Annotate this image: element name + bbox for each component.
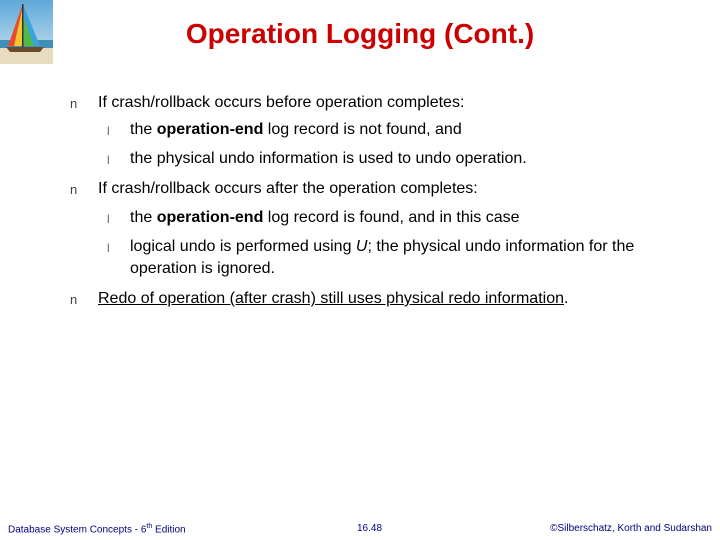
bullet-text: If crash/rollback occurs after the operation completes: xyxy=(98,180,478,197)
sub-bullet-text: the physical undo information is used to undo operation. xyxy=(130,150,527,167)
sub-bullet-marker: l xyxy=(107,124,110,138)
bullet-text: If crash/rollback occurs before operation completes: xyxy=(98,94,465,111)
sub-bullet-text: the operation-end log record is not found, and xyxy=(130,121,462,138)
slide-title: Operation Logging (Cont.) xyxy=(185,18,535,49)
sub-bullet-marker: l xyxy=(107,212,110,226)
footer-copyright: ©Silberschatz, Korth and Sudarshan xyxy=(550,523,712,534)
sub-bullet-text: logical undo is performed using U; the physical undo information for the operation is ignored. xyxy=(130,238,635,277)
sub-bullet-marker: l xyxy=(107,153,110,167)
bullet-marker: n xyxy=(70,182,78,197)
footer-book-title: Database System Concepts - 6th Edition xyxy=(8,523,186,536)
bullet-text: Redo of operation (after crash) still uses physical redo information. xyxy=(98,290,569,307)
bullet-marker: n xyxy=(70,96,78,111)
keyword-operation-end: operation-end xyxy=(156,121,264,138)
bullet-marker: n xyxy=(70,292,78,307)
variable-u: U xyxy=(355,238,368,255)
footer-page-number: 16.48 xyxy=(357,523,383,534)
sub-bullet-text: the operation-end log record is found, and in this case xyxy=(130,209,520,226)
keyword-operation-end: operation-end xyxy=(156,209,264,226)
underlined-text: Redo of operation (after crash) still uses physical redo information xyxy=(98,290,564,307)
sub-bullet-marker: l xyxy=(107,241,110,255)
